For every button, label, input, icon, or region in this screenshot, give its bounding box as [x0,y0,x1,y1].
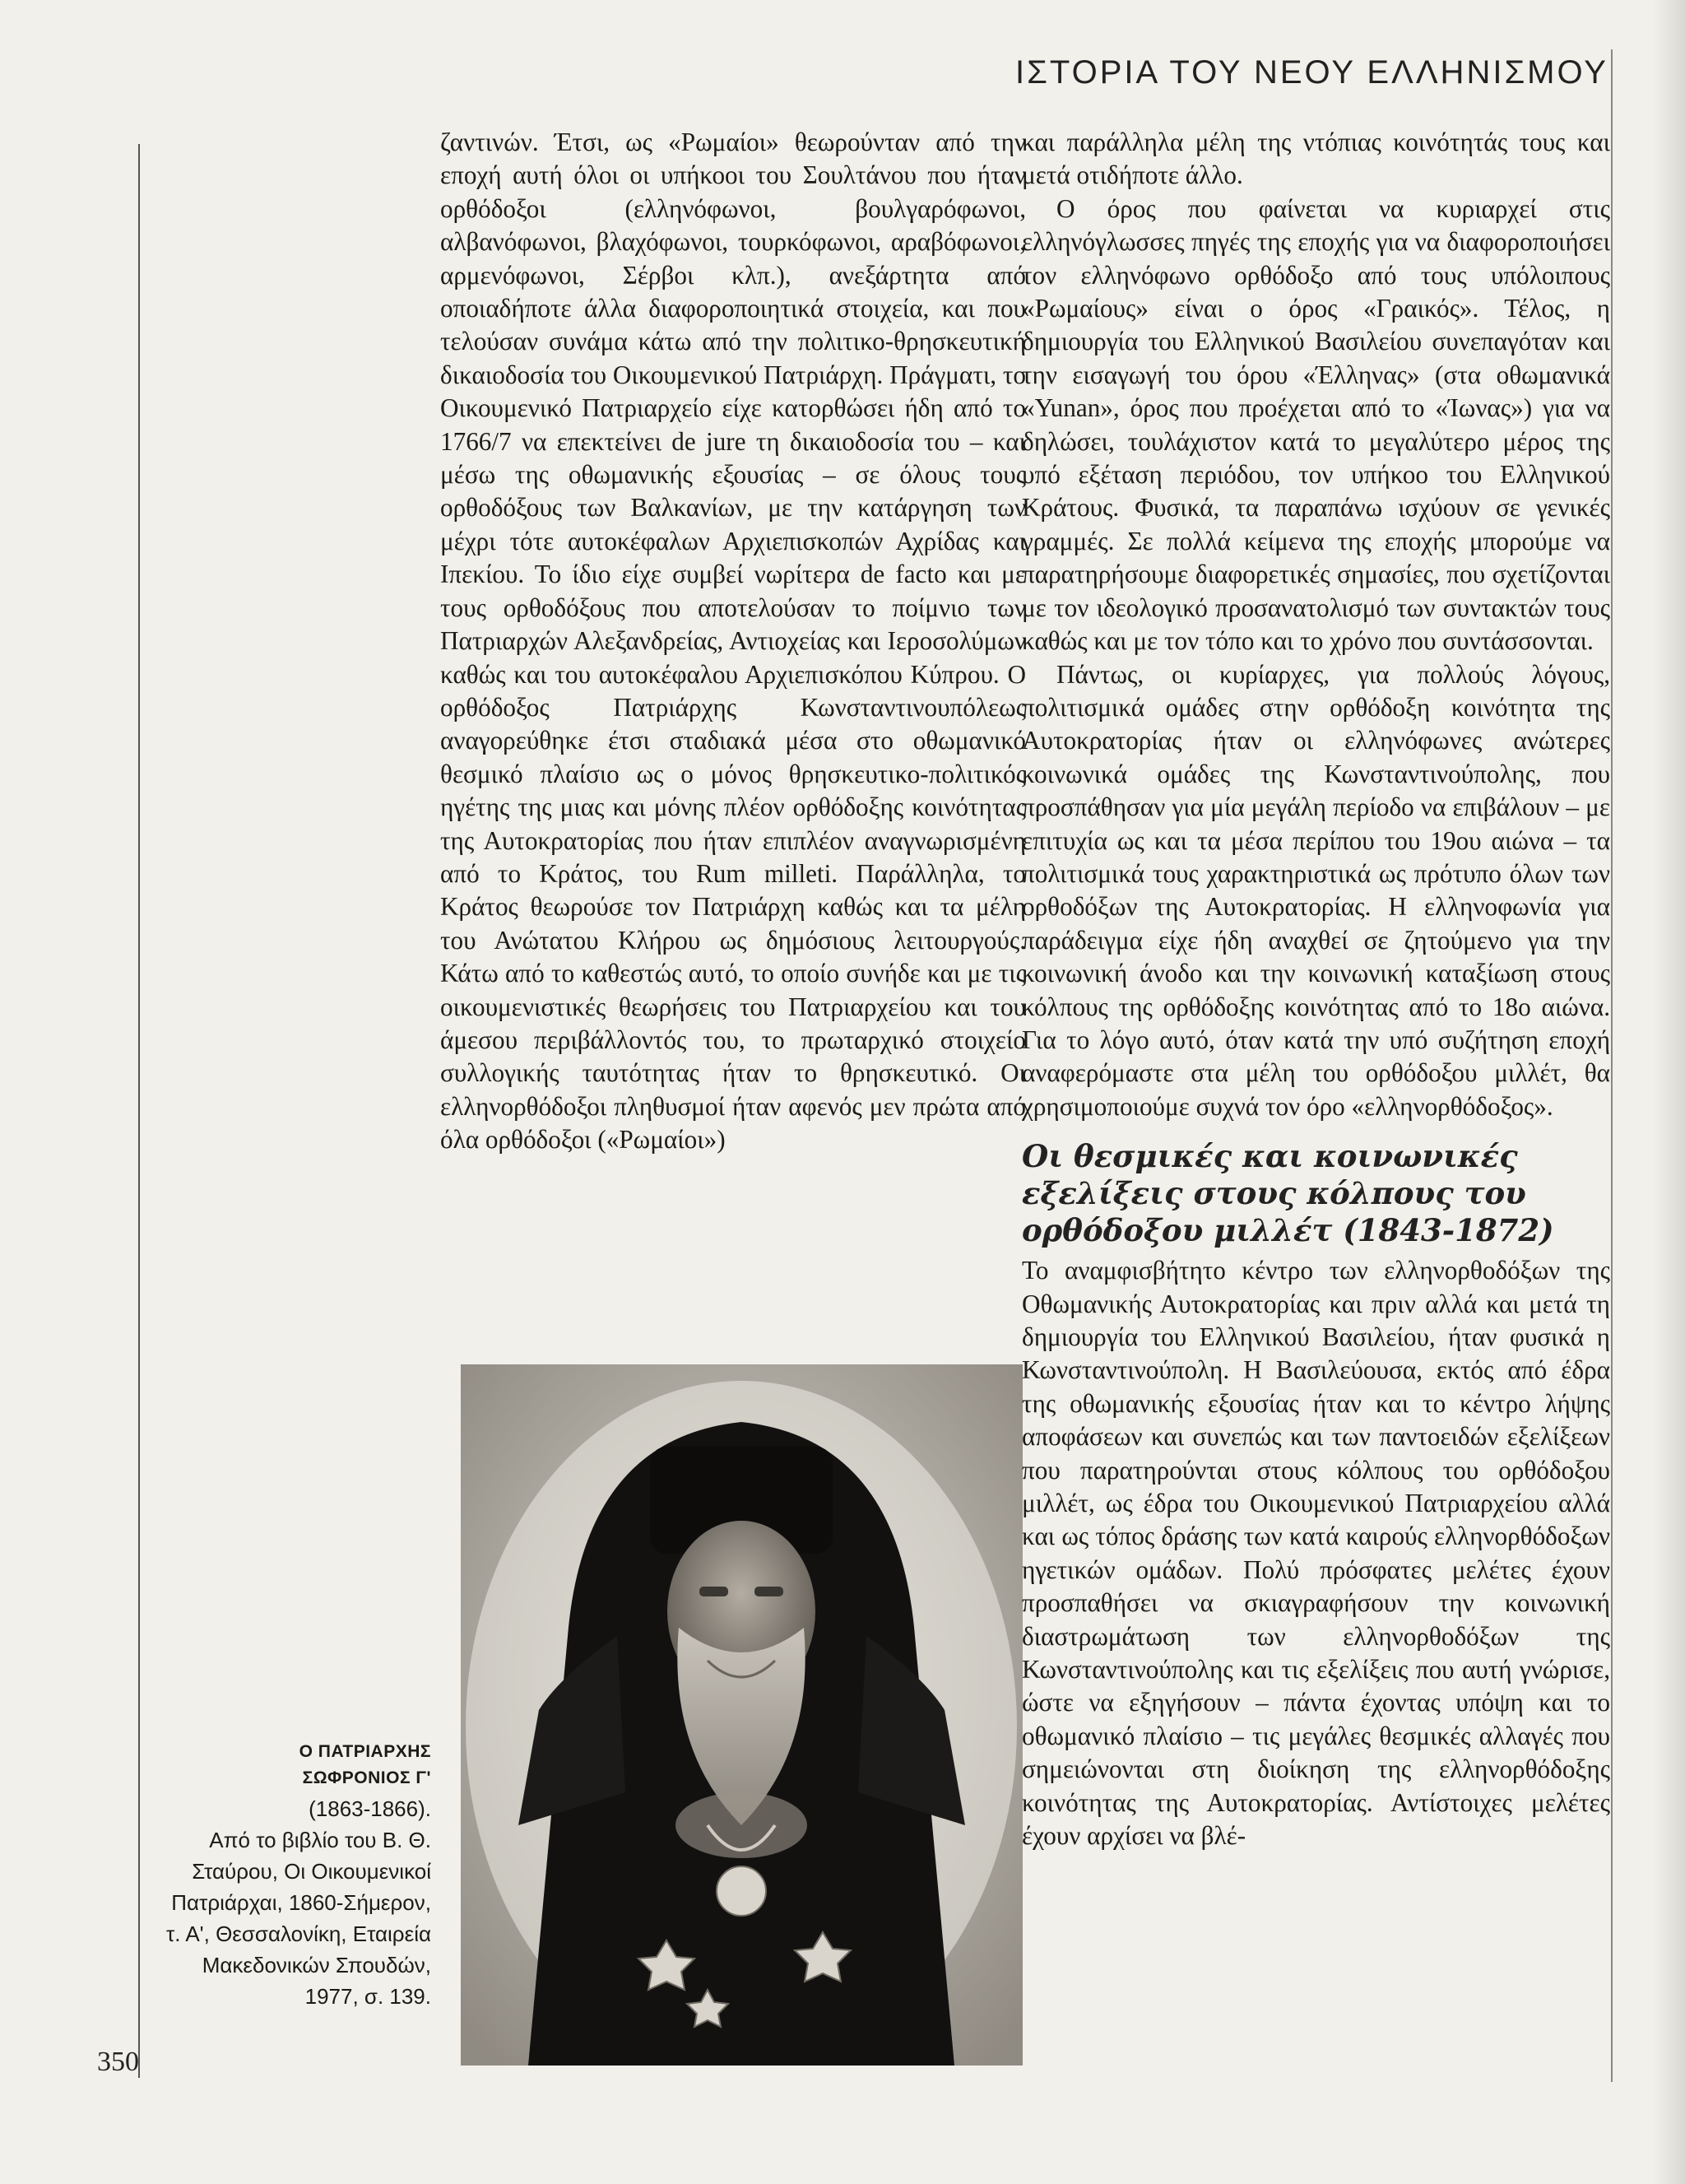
portrait-image [461,1364,1023,2066]
page-number: 350 [97,2047,139,2077]
middle-paragraph-1: ζαντινών. Έτσι, ως «Ρωμαίοι» θεωρούνταν από την εποχή αυτή όλοι οι υπήκοοι του Σουλτάνου που ήταν ορθόδοξοι (ελληνόφωνοι, βουλγαρόφωνοι, αλβανόφωνοι, βλαχόφωνοι, τουρκόφωνοι, αραβόφωνοι, αρμενόφωνοι, Σέρβοι κλπ.), ανεξάρτητα από οποιαδήποτε άλλα διαφοροποιητικά στοιχεία, και που τελούσαν συνάμα κάτω από την πολιτικο-θρησκευτική δικαιοδοσία του Οικουμενικού Πατριάρχη. Πράγματι, το Οικουμενικό Πατριαρχείο είχε κατορθώσει ήδη από το 1766/7 να επεκτείνει de jure τη δικαιοδοσία του – και μέσω της οθωμανικής εξουσίας – σε όλους τους ορθοδόξους των Βαλκανίων, με την κατάργηση των μέχρι τότε αυτοκέφαλων Αρχιεπισκοπών Αχρίδας και Ιπεκίου. Το ίδιο είχε συμβεί νωρίτερα de facto και με τους ορθοδόξους που αποτελούσαν το ποίμνιο των Πατριαρχών Αλεξανδρείας, Αντιοχείας και Ιεροσολύμων καθώς και του αυτοκέφαλου Αρχιεπισκόπου Κύπρου. Ο ορθόδοξος Πατριάρχης Κωνσταντινουπόλεως αναγορεύθηκε έτσι σταδιακά μέσα στο οθωμανικό θεσμικό πλαίσιο ως ο μόνος θρησκευτικο-πολιτικός ηγέτης της μιας και μόνης πλέον ορθόδοξης κοινότητας της Αυτοκρατορίας που ήταν επιπλέον αναγνωρισμένη από το Κράτος, του Rum milleti. Παράλληλα, το Κράτος θεωρούσε τον Πατριάρχη καθώς και τα μέλη του Ανώτατου Κλήρου ως δημόσιους λειτουργούς. Κάτω από το καθεστώς αυτό, το οποίο συνήδε και με τις οικουμενιστικές θεωρήσεις του Πατριαρχείου και του άμεσου περιβάλλοντός του, το πρωταρχικό στοιχείο συλλογικής ταυτότητας ήταν το θρησκευτικό. Οι ελληνορθόδοξοι πληθυσμοί ήταν αφενός μεν πρώτα από όλα ορθόδοξοι («Ρωμαίοι») [440,128,1026,1155]
section-heading: Οι θεσμικές και κοινωνικές εξελίξεις στους κόλπους του ορθόδοξου μιλλέτ (1843-1872) [1022,1138,1554,1249]
photo-caption [153,1740,431,2012]
caption-title-line-1: Ο ΠΑΤΡΙΑΡΧΗΣ [299,1742,431,1761]
right-paragraph-1: και παράλληλα μέλη της ντόπιας κοινότητάς τους και μετά οτιδήποτε άλλο. [1022,128,1610,190]
binding-shadow [1652,0,1685,2184]
right-paragraph-3: Πάντως, οι κυρίαρχες, για πολλούς λόγους, πολιτισμικά ομάδες στην ορθόδοξη κοινότητα της Αυτοκρατορίας ήταν οι ελληνόφωνες ανώτερες κοινωνικά ομάδες της Κωνσταντινούπολης, που προσπάθησαν για μία μεγάλη περίοδο να επιβάλουν – με επιτυχία ως και τα μέσα περίπου του 19ου αιώνα – τα πολιτισμικά τους χαρακτηριστικά ως πρότυπο όλων των ορθοδόξων της Αυτοκρατορίας. Η ελληνοφωνία για παράδειγμα είχε ήδη αναχθεί σε ζητούμενο για την κοινωνική άνοδο και την κοινωνική καταξίωση στους κόλπους της ορθόδοξης κοινότητας από το 18ο αιώνα. Για το λόγο αυτό, όταν κατά την υπό συζήτηση εποχή αναφερόμαστε στα μέλη του ορθόδοξου μιλλέτ, θα χρησιμοποιούμε συχνά τον όρο «ελληνορθόδοξος». [1022,659,1610,1121]
caption-title-line-2: ΣΩΦΡΟΝΙΟΣ Γ' [302,1768,431,1787]
caption-source: Από το βιβλίο του Β. Θ. Σταύρου, Οι Οικουμενικοί Πατριάρχαι, 1860-Σήμερον, τ. Α', Θεσσαλονίκη, Εταιρεία Μακεδονικών Σπουδών, 1977, σ. 139. [166,1828,431,2009]
right-paragraph-4: Το αναμφισβήτητο κέντρο των ελληνορθοδόξων της Οθωμανικής Αυτοκρατορίας και πριν αλλά και μετά τη δημιουργία του Ελληνικού Βασιλείου, ήταν φυσικά η Κωνσταντινούπολη. Η Βασιλεύουσα, εκτός από έδρα της οθωμανικής εξουσίας ήταν και το κέντρο λήψης αποφάσεων και συνεπώς και των παντοειδών εξελίξεων που παρατηρούνται στους κόλπους του ορθόδοξου μιλλέτ, ως έδρα του Οικουμενικού Πατριαρχείου αλλά και ως τόπος δράσης των κατά καιρούς ελληνορθόδοξων ηγετικών ομάδων. Πολύ πρόσφατες μελέτες έχουν προσπαθήσει να σκιαγραφήσουν την κοινωνική διαστρωμάτωση των ελληνορθοδόξων της Κωνσταντινούπολης και τις εξελίξεις που αυτή γνώρισε, ώστε να εξηγήσουν – πάντα έχοντας υπόψη και το οθωμανικό πλαίσιο – τις μεγάλες θεσμικές αλλαγές που σημειώνονται στη διοίκηση της ελληνορθόδοξης κοινότητας της Αυτοκρατορίας. Αντίστοιχες μελέτες έχουν αρχίσει να βλέ- [1022,1256,1610,1851]
right-paragraph-2: Ο όρος που φαίνεται να κυριαρχεί στις ελληνόγλωσσες πηγές της εποχής για να διαφοροποιήσει τον ελληνόφωνο ορθόδοξο από τους υπόλοιπους «Ρωμαίους» είναι ο όρος «Γραικός». Τέλος, η δημιουργία του Ελληνικού Βασιλείου συνεπαγόταν και την εισαγωγή του όρου «Έλληνας» (στα οθωμανικά «Yunan», όρος που προέχεται από το «Ίωνας») για να δηλώσει, τουλάχιστον κατά το μεγαλύτερο μέρος της υπό εξέταση περιόδου, τον υπήκοο του Ελληνικού Κράτους. Φυσικά, τα παραπάνω ισχύουν σε γενικές γραμμές. Σε πολλά κείμενα της εποχής μπορούμε να παρατηρήσουμε διαφορετικές σημασίες, που σχετίζονται με τον ιδεολογικό προσανατολισμό των συντακτών τους καθώς και με τον τόπο και το χρόνο που συντάσσονται. [1022,193,1610,656]
right-column [1022,126,1610,1853]
middle-column [440,126,1026,1157]
left-margin-rule [138,144,140,2078]
running-head: ΙΣΤΟΡΙΑ ΤΟΥ ΝΕΟΥ ΕΛΛΗΝΙΣΜΟΥ [1015,54,1608,91]
caption-years: (1863-1866). [309,1796,431,1821]
patriarch-portrait-photo [461,1364,1023,2066]
right-margin-rule [1611,49,1613,2082]
